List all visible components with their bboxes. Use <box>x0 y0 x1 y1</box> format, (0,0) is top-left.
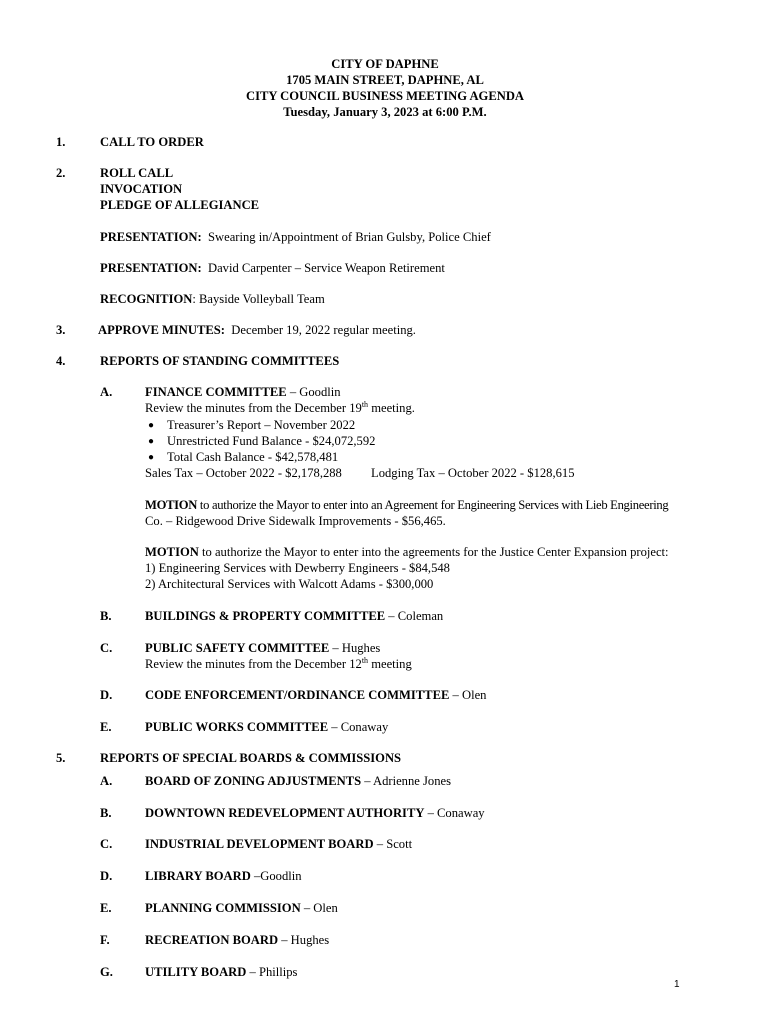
recognition-text: : Bayside Volleyball Team <box>192 292 325 306</box>
header-city: CITY OF DAPHNE <box>331 57 439 71</box>
board-letter: D. <box>100 869 113 883</box>
board-letter: C. <box>100 837 113 851</box>
bullet-icon: ● <box>148 436 155 447</box>
presentation-2 <box>100 261 445 276</box>
approve-minutes <box>98 323 416 338</box>
board-utility <box>145 965 297 980</box>
header-address: 1705 MAIN STREET, DAPHNE, AL <box>286 73 484 87</box>
board-letter: A. <box>100 774 113 788</box>
public-works-committee-chair: – Conaway <box>328 720 389 734</box>
item4-title: REPORTS OF STANDING COMMITTEES <box>100 354 340 368</box>
board-chair: –Goodlin <box>250 869 302 883</box>
bullet-icon: ● <box>148 420 155 431</box>
motion-1-text: to authorize the Mayor to enter into an Agreement for Engineering Services with Lieb Engineering <box>197 498 669 512</box>
item1-title: CALL TO ORDER <box>100 135 204 149</box>
code-enforcement-committee <box>145 688 486 703</box>
finance-review-text: Review the minutes from the December 19 <box>145 401 362 415</box>
recognition-label: RECOGNITION <box>100 292 193 306</box>
board-planning-commission <box>145 901 338 916</box>
motion-2-label: MOTION <box>145 545 199 559</box>
approve-minutes-text: December 19, 2022 regular meeting. <box>231 323 416 337</box>
invocation: INVOCATION <box>100 182 183 196</box>
board-downtown-redevelopment <box>145 806 485 821</box>
presentation-2-label: PRESENTATION: <box>100 261 202 275</box>
roll-call: ROLL CALL <box>100 166 174 180</box>
board-letter: F. <box>100 933 110 947</box>
board-recreation <box>145 933 329 948</box>
lodging-tax: Lodging Tax – October 2022 - $128,615 <box>371 466 575 480</box>
presentation-1 <box>100 230 491 245</box>
item5-number: 5. <box>56 751 66 765</box>
board-title: RECREATION BOARD <box>145 933 279 947</box>
public-safety-letter: C. <box>100 641 113 655</box>
board-letter: E. <box>100 901 112 915</box>
finance-review-post: meeting. <box>368 401 415 415</box>
finance-committee-title: FINANCE COMMITTEE <box>145 385 287 399</box>
board-title: BOARD OF ZONING ADJUSTMENTS <box>145 774 362 788</box>
board-title: DOWNTOWN REDEVELOPMENT AUTHORITY <box>145 806 425 820</box>
public-safety-committee-chair: – Hughes <box>329 641 381 655</box>
finance-committee-chair: – Goodlin <box>286 385 341 399</box>
public-safety-committee <box>145 641 380 656</box>
board-title: LIBRARY BOARD <box>145 869 251 883</box>
code-enforcement-committee-chair: – Olen <box>449 688 487 702</box>
code-enforcement-committee-title: CODE ENFORCEMENT/ORDINANCE COMMITTEE <box>145 688 450 702</box>
item4-number: 4. <box>56 354 66 368</box>
buildings-committee-title: BUILDINGS & PROPERTY COMMITTEE <box>145 609 386 623</box>
page-number: 1 <box>674 979 680 990</box>
motion-1-label: MOTION <box>145 498 198 512</box>
bullet-icon: ● <box>148 452 155 463</box>
board-library <box>145 869 302 884</box>
buildings-letter: B. <box>100 609 112 623</box>
approve-minutes-label: APPROVE MINUTES: <box>98 323 225 337</box>
board-chair: – Adrienne Jones <box>361 774 451 788</box>
unrestricted-fund-balance: Unrestricted Fund Balance - $24,072,592 <box>167 434 376 448</box>
board-title: INDUSTRIAL DEVELOPMENT BOARD <box>145 837 374 851</box>
presentation-1-label: PRESENTATION: <box>100 230 202 244</box>
pledge-of-allegiance: PLEDGE OF ALLEGIANCE <box>100 198 260 212</box>
public-safety-committee-title: PUBLIC SAFETY COMMITTEE <box>145 641 330 655</box>
header-agenda-title: CITY COUNCIL BUSINESS MEETING AGENDA <box>245 89 525 103</box>
buildings-committee <box>145 609 443 624</box>
board-letter: G. <box>100 965 113 979</box>
item5-title: REPORTS OF SPECIAL BOARDS & COMMISSIONS <box>100 751 402 765</box>
motion-2-item-2: 2) Architectural Services with Walcott Adams - $300,000 <box>145 577 434 591</box>
total-cash-balance: Total Cash Balance - $42,578,481 <box>167 450 339 464</box>
motion-1-line-1 <box>145 498 668 513</box>
item3-number: 3. <box>56 323 66 337</box>
board-industrial-development <box>145 837 412 852</box>
public-safety-review-post: meeting <box>368 657 412 671</box>
code-enforcement-letter: D. <box>100 688 113 702</box>
board-chair: – Phillips <box>246 965 298 979</box>
header-date: Tuesday, January 3, 2023 at 6:00 P.M. <box>283 105 487 119</box>
motion-2-text: to authorize the Mayor to enter into the agreements for the Justice Center Expansion project: <box>198 545 669 559</box>
board-chair: – Hughes <box>278 933 330 947</box>
board-title: PLANNING COMMISSION <box>145 901 301 915</box>
board-title: UTILITY BOARD <box>145 965 247 979</box>
public-safety-review-sup: th <box>361 655 369 665</box>
finance-letter: A. <box>100 385 113 399</box>
recognition <box>100 292 325 307</box>
motion-2-item-1: 1) Engineering Services with Dewberry Engineers - $84,548 <box>145 561 450 575</box>
public-works-letter: E. <box>100 720 112 734</box>
sales-tax: Sales Tax – October 2022 - $2,178,288 <box>145 466 342 480</box>
finance-review-minutes <box>145 401 415 416</box>
item1-number: 1. <box>56 135 66 149</box>
treasurers-report: Treasurer’s Report – November 2022 <box>167 418 356 432</box>
motion-1-line-2: Co. – Ridgewood Drive Sidewalk Improvements - $56,465. <box>145 514 446 528</box>
public-safety-review-text: Review the minutes from the December 12 <box>145 657 362 671</box>
motion-2-line-1 <box>145 545 669 560</box>
board-letter: B. <box>100 806 112 820</box>
finance-review-sup: th <box>361 399 369 409</box>
board-chair: – Conaway <box>424 806 485 820</box>
item2-number: 2. <box>56 166 66 180</box>
buildings-committee-chair: – Coleman <box>385 609 444 623</box>
board-zoning-adjustments <box>145 774 451 789</box>
public-works-committee <box>145 720 388 735</box>
presentation-1-text: Swearing in/Appointment of Brian Gulsby, Police Chief <box>208 230 491 244</box>
board-chair: – Olen <box>300 901 338 915</box>
board-chair: – Scott <box>373 837 413 851</box>
presentation-2-text: David Carpenter – Service Weapon Retirement <box>208 261 445 275</box>
finance-committee <box>145 385 341 400</box>
public-safety-review-minutes <box>145 657 412 672</box>
public-works-committee-title: PUBLIC WORKS COMMITTEE <box>145 720 329 734</box>
